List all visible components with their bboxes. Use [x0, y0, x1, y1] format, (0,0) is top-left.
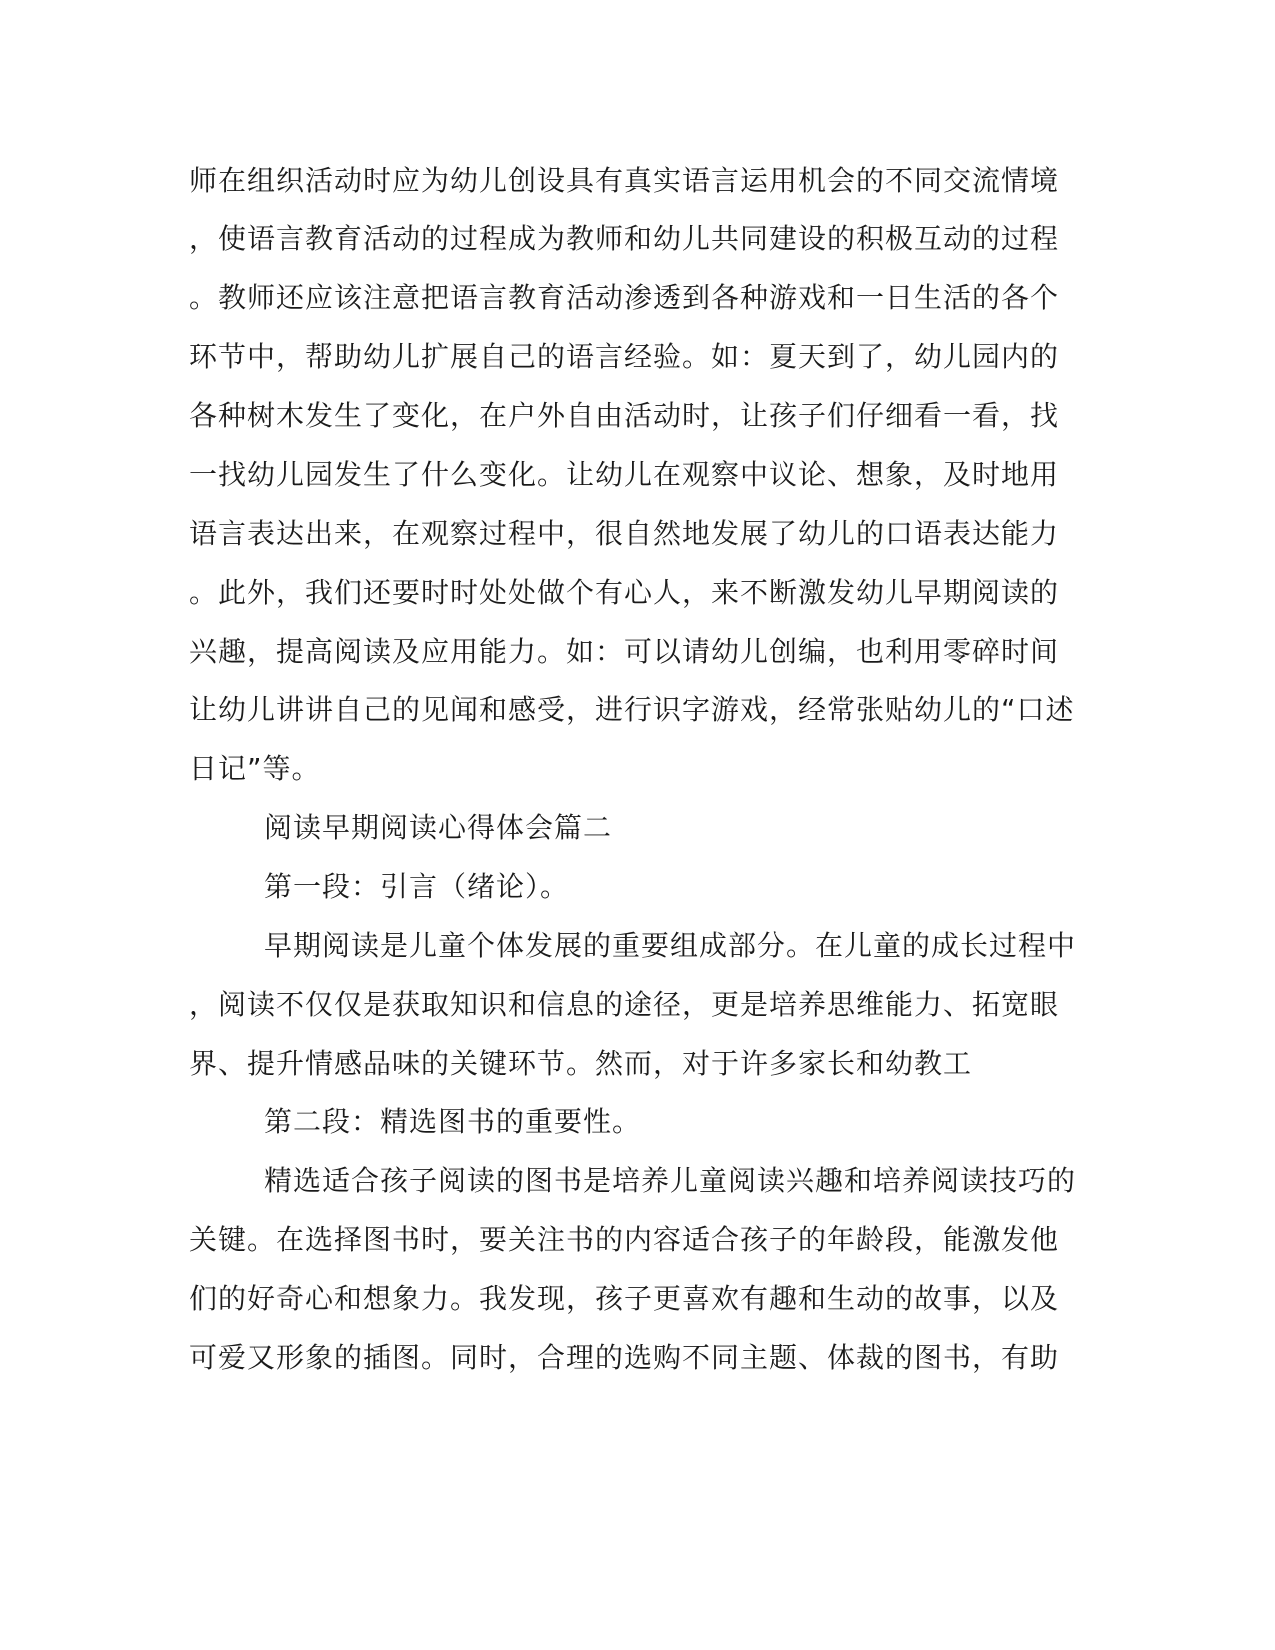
text-line: 界、提升情感品味的关键环节。然而，对于许多家长和幼教工: [189, 1047, 973, 1080]
paragraph-heading: 第二段：精选图书的重要性。: [264, 1105, 642, 1138]
text-line: 兴趣，提高阅读及应用能力。如：可以请幼儿创编，也利用零碎时间: [189, 635, 1060, 668]
text-line: 环节中，帮助幼儿扩展自己的语言经验。如：夏天到了，幼儿园内的: [189, 340, 1060, 373]
paragraph-heading: 第一段：引言（绪论）。: [264, 870, 570, 903]
text-line: 。此外，我们还要时时处处做个有心人，来不断激发幼儿早期阅读的: [189, 576, 1060, 609]
text-line: 可爱又形象的插图。同时，合理的选购不同主题、体裁的图书，有助: [189, 1341, 1060, 1374]
text-line: 让幼儿讲讲自己的见闻和感受，进行识字游戏，经常张贴幼儿的“口述: [189, 693, 1075, 726]
text-line: ，阅读不仅仅是获取知识和信息的途径，更是培养思维能力、拓宽眼: [189, 988, 1060, 1021]
text-line: 。教师还应该注意把语言教育活动渗透到各种游戏和一日生活的各个: [189, 281, 1060, 314]
text-line: 师在组织活动时应为幼儿创设具有真实语言运用机会的不同交流情境: [189, 164, 1060, 197]
text-line: 语言表达出来，在观察过程中，很自然地发展了幼儿的口语表达能力: [189, 517, 1060, 550]
section-heading: 阅读早期阅读心得体会篇二: [264, 811, 613, 844]
text-line: 各种树木发生了变化，在户外自由活动时，让孩子们仔细看一看，找: [189, 399, 1060, 432]
text-line: 们的好奇心和想象力。我发现，孩子更喜欢有趣和生动的故事，以及: [189, 1282, 1060, 1315]
text-line: 一找幼儿园发生了什么变化。让幼儿在观察中议论、想象，及时地用: [189, 458, 1060, 491]
text-line: 早期阅读是儿童个体发展的重要组成部分。在儿童的成长过程中: [264, 929, 1077, 962]
text-line: ，使语言教育活动的过程成为教师和幼儿共同建设的积极互动的过程: [189, 222, 1060, 255]
text-line: 精选适合孩子阅读的图书是培养儿童阅读兴趣和培养阅读技巧的: [264, 1164, 1077, 1197]
text-line: 日记”等。: [189, 752, 321, 785]
text-line: 关键。在选择图书时，要关注书的内容适合孩子的年龄段，能激发他: [189, 1223, 1060, 1256]
